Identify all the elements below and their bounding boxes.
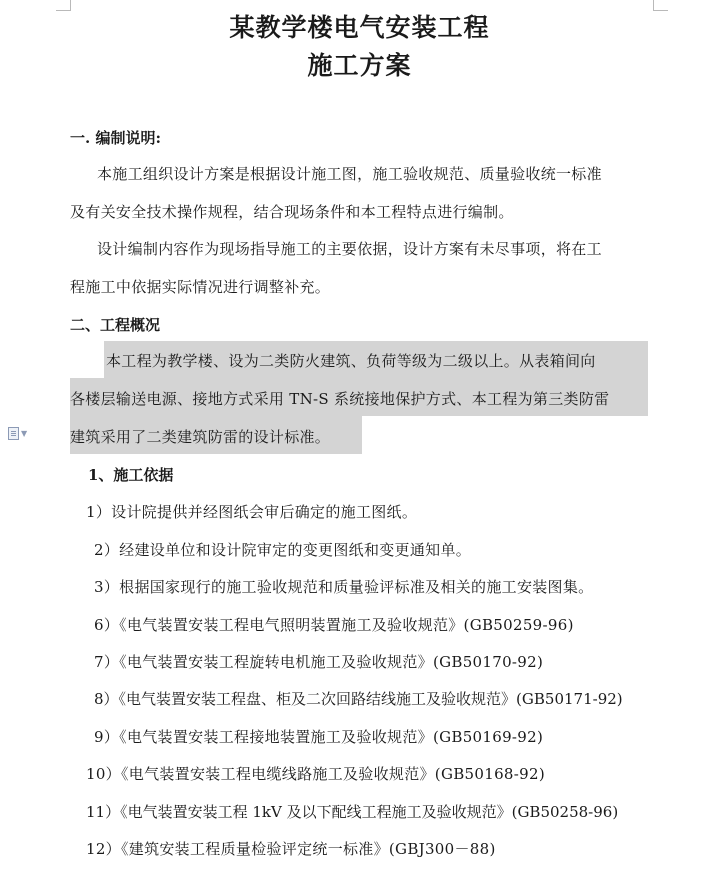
basis-heading: 1、施工依据 — [88, 466, 174, 484]
basis-item-3: 3）根据国家现行的施工验收规范和质量验评标准及相关的施工安装图集。 — [94, 578, 594, 596]
document-title-line1: 某教学楼电气安装工程 — [229, 13, 490, 42]
basis-item-7: 7）《电气装置安装工程旋转电机施工及验收规范》(GB50170-92) — [94, 653, 544, 671]
basis-item-12: 12）《建筑安装工程质量检验评定统一标准》(GBJ300－88) — [86, 840, 496, 858]
section1-para2-line2: 程施工中依据实际情况进行调整补充。 — [70, 278, 331, 296]
basis-item-1: 1）设计院提供并经图纸会审后确定的施工图纸。 — [86, 503, 418, 521]
basis-item-9: 9）《电气装置安装工程接地装置施工及验收规范》(GB50169-92) — [94, 728, 544, 746]
section2-para-line1[interactable]: 本工程为教学楼、设为二类防火建筑、负荷等级为二级以上。从表箱间向 — [106, 352, 596, 370]
section1-para1-line2: 及有关安全技术操作规程，结合现场条件和本工程特点进行编制。 — [70, 203, 514, 221]
document-title-line2: 施工方案 — [307, 51, 412, 80]
section2-para-line2[interactable]: 各楼层输送电源、接地方式采用 TN-S 系统接地保护方式、本工程为第三类防雷 — [70, 390, 610, 408]
basis-item-11: 11）《电气装置安装工程 1kV 及以下配线工程施工及验收规范》(GB50258-96) — [86, 803, 619, 821]
section2-heading: 二、工程概况 — [70, 316, 161, 334]
section1-para2-line1: 设计编制内容作为现场指导施工的主要依据，设计方案有未尽事项，将在工 — [97, 240, 602, 258]
basis-item-8: 8）《电气装置安装工程盘、柜及二次回路结线施工及验收规范》(GB50171-92) — [94, 690, 623, 708]
section1-para1-line1: 本施工组织设计方案是根据设计施工图，施工验收规范、质量验收统一标准 — [97, 165, 602, 183]
basis-item-2: 2）经建设单位和设计院审定的变更图纸和变更通知单。 — [94, 541, 472, 559]
basis-item-10: 10）《电气装置安装工程电缆线路施工及验收规范》(GB50168-92) — [86, 765, 545, 783]
section2-para-line3[interactable]: 建筑采用了二类建筑防雷的设计标准。 — [70, 428, 331, 446]
section1-heading: 一. 编制说明: — [70, 129, 161, 147]
basis-item-6: 6）《电气装置安装工程电气照明装置施工及验收规范》(GB50259-96) — [94, 616, 574, 634]
document-paragraph-icon[interactable]: ▼ — [8, 425, 34, 441]
